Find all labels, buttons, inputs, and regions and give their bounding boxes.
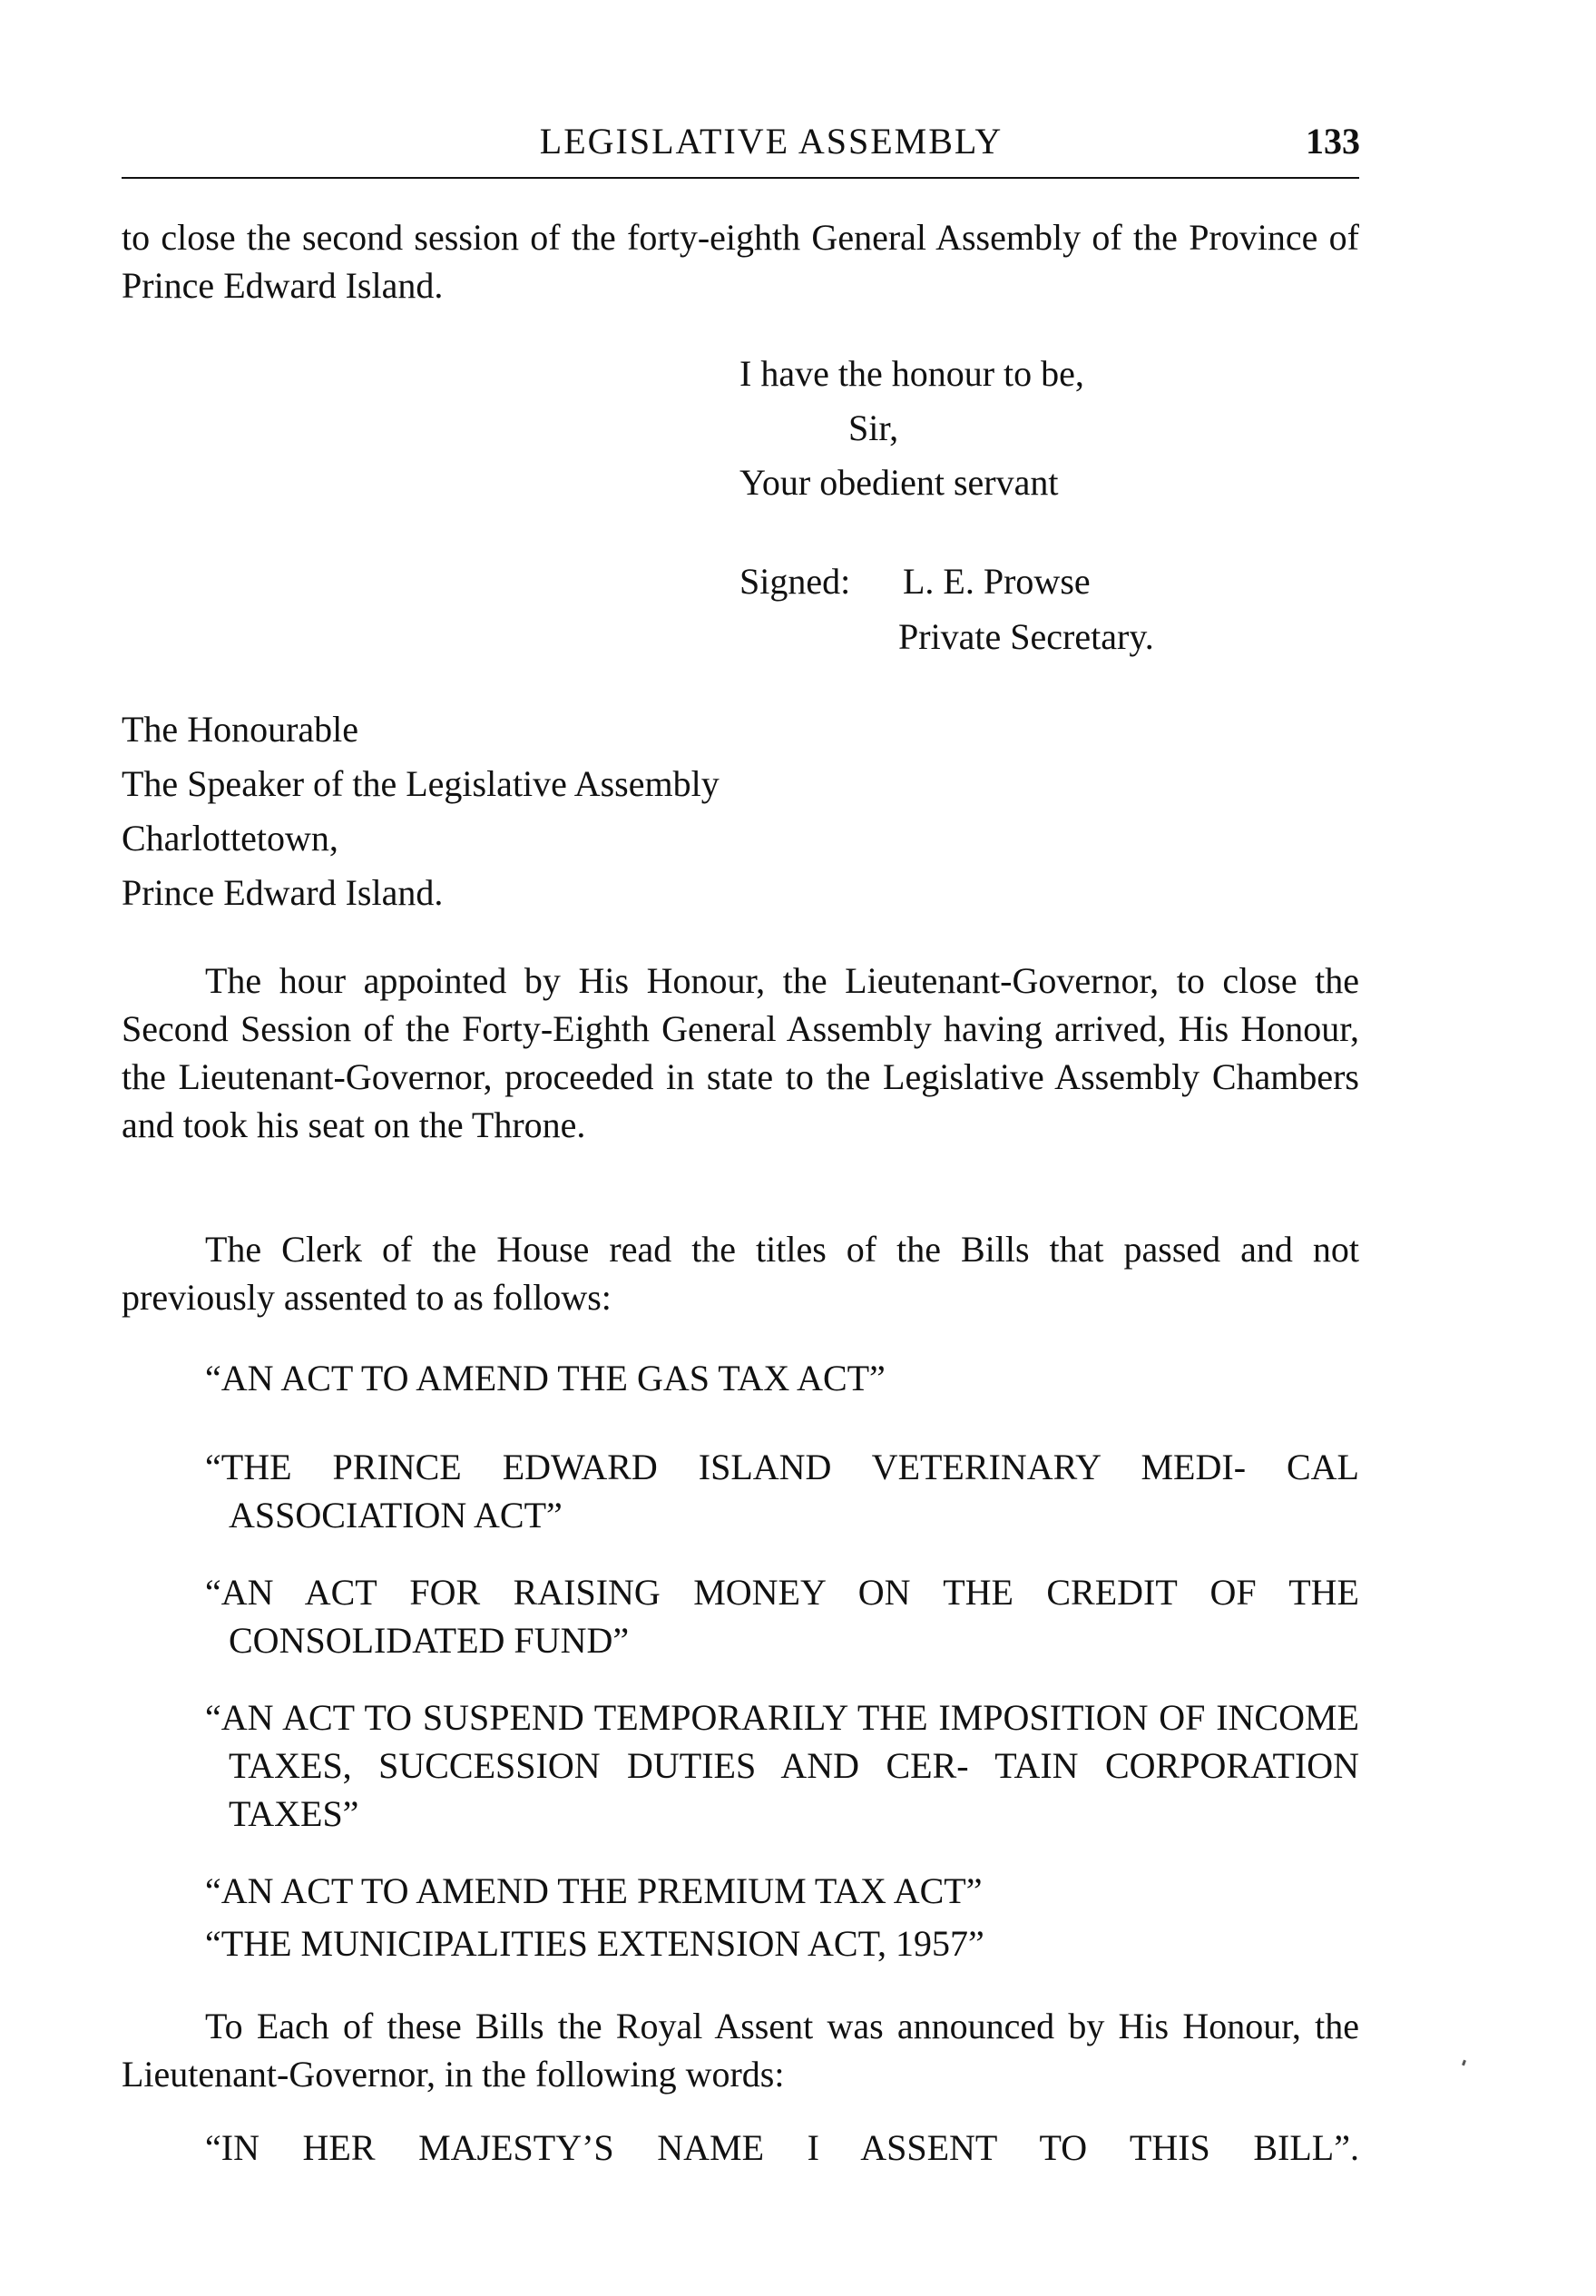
bill-title: “AN ACT TO SUSPEND TEMPORARILY THE IMPOSITION OF INCOME TAXES, SUCCESSION DUTIES AND CER- TAIN CORPORATION TAXES” — [205, 1697, 1359, 1834]
bill-title: “THE PRINCE EDWARD ISLAND VETERINARY MEDI- CAL ASSOCIATION ACT” — [205, 1447, 1359, 1536]
bill-title: “AN ACT TO AMEND THE GAS TAX ACT” — [205, 1358, 886, 1398]
bill-title: “THE MUNICIPALITIES EXTENSION ACT, 1957” — [205, 1923, 984, 1964]
closing-honour-line: I have the honour to be, — [739, 353, 1084, 394]
signed-name: L. E. Prowse — [903, 561, 1091, 602]
bill-title: “AN ACT TO AMEND THE PREMIUM TAX ACT” — [205, 1870, 983, 1911]
opening-paragraph — [122, 213, 1359, 309]
paragraph-hour — [122, 957, 1359, 1149]
paragraph-hour-text: The hour appointed by His Honour, the Lieutenant-Governor, to close the Second Session of the Forty-Eighth General Assembly having arrived, His Honour, the Lieutenant-Governor, proceeded in state to the Legislative Assembly Chambers and took his seat on the Throne. — [122, 960, 1359, 1145]
signed-label: Signed: — [739, 561, 851, 602]
address-line-3: Charlottetown, — [122, 818, 338, 859]
paragraph-clerk-text: The Clerk of the House read the titles of the Bills that passed and not previously assented to as follows: — [122, 1229, 1359, 1318]
bill-title: “AN ACT FOR RAISING MONEY ON THE CREDIT OF THE CONSOLIDATED FUND” — [205, 1572, 1359, 1661]
opening-paragraph-text: to close the second session of the forty-eighth General Assembly of the Province of Prince Edward Island. — [122, 217, 1359, 306]
paragraph-assent — [122, 2002, 1359, 2098]
closing-servant-line: Your obedient servant — [739, 462, 1059, 503]
running-header-title: LEGISLATIVE ASSEMBLY — [539, 121, 1004, 162]
assent-phrase: “IN HER MAJESTY’S NAME I ASSENT TO THIS BILL”. — [205, 2127, 1359, 2168]
page-number: 133 — [1306, 121, 1360, 162]
scan-speck — [1462, 2060, 1466, 2066]
paragraph-assent-text: To Each of these Bills the Royal Assent was announced by His Honour, the Lieutenant-Governor, in the following words: — [122, 2006, 1359, 2095]
closing-salutation: Sir, — [848, 407, 899, 448]
signed-title: Private Secretary. — [898, 616, 1154, 657]
address-line-4: Prince Edward Island. — [122, 872, 444, 913]
address-line-1: The Honourable — [122, 709, 359, 750]
header-rule — [122, 177, 1359, 179]
paragraph-clerk — [122, 1225, 1359, 1321]
address-line-2: The Speaker of the Legislative Assembly — [122, 763, 720, 804]
